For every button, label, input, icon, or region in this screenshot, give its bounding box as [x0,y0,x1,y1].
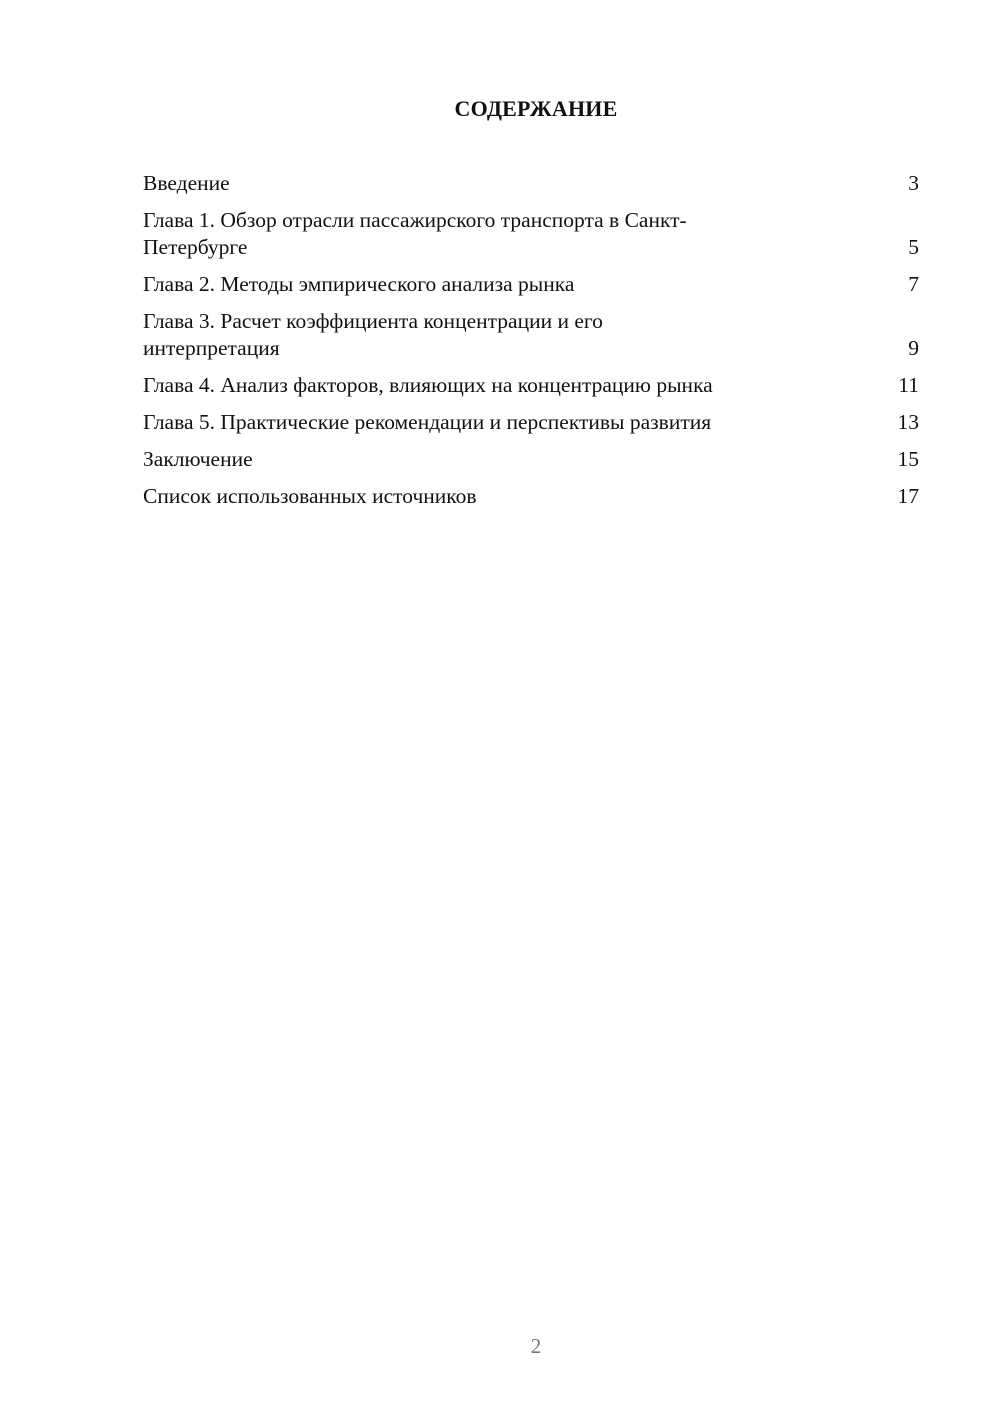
toc-entry-introduction [143,170,919,197]
toc-entry-page: 15 [897,447,919,471]
toc-entry-label: Глава 3. Расчет коэффициента концентрации и его интерпретация [143,309,603,360]
toc-entry-chapter-3 [143,308,919,362]
toc-entry-label: Глава 4. Анализ факторов, влияющих на концентрацию рынка [143,373,713,397]
toc-entry-label: Глава 1. Обзор отрасли пассажирского транспорта в Санкт-Петербурге [143,208,687,259]
toc-entry-chapter-2 [143,271,919,298]
toc-entry-label: Заключение [143,447,253,471]
page-number: 2 [530,1334,542,1358]
toc-entry-page: 17 [897,484,919,508]
toc-entry-page: 5 [908,235,919,259]
toc-entry-label: Глава 2. Методы эмпирического анализа рынка [143,272,575,296]
toc-entry-chapter-1 [143,207,919,261]
toc-entry-page: 11 [898,373,919,397]
page-title: СОДЕРЖАНИЕ [454,96,618,121]
toc-entry-label: Список использованных источников [143,484,477,508]
toc-entry-chapter-4 [143,372,919,399]
toc-entry-label: Глава 5. Практические рекомендации и перспективы развития [143,410,712,434]
toc-entry-page: 9 [908,336,919,360]
toc-entry-page: 3 [908,171,919,195]
table-of-contents [143,170,919,520]
toc-entry-chapter-5 [143,409,919,436]
toc-entry-conclusion [143,446,919,473]
toc-entry-page: 13 [897,410,919,434]
toc-entry-label: Введение [143,171,230,195]
toc-entry-page: 7 [908,272,919,296]
toc-entry-references [143,483,919,510]
